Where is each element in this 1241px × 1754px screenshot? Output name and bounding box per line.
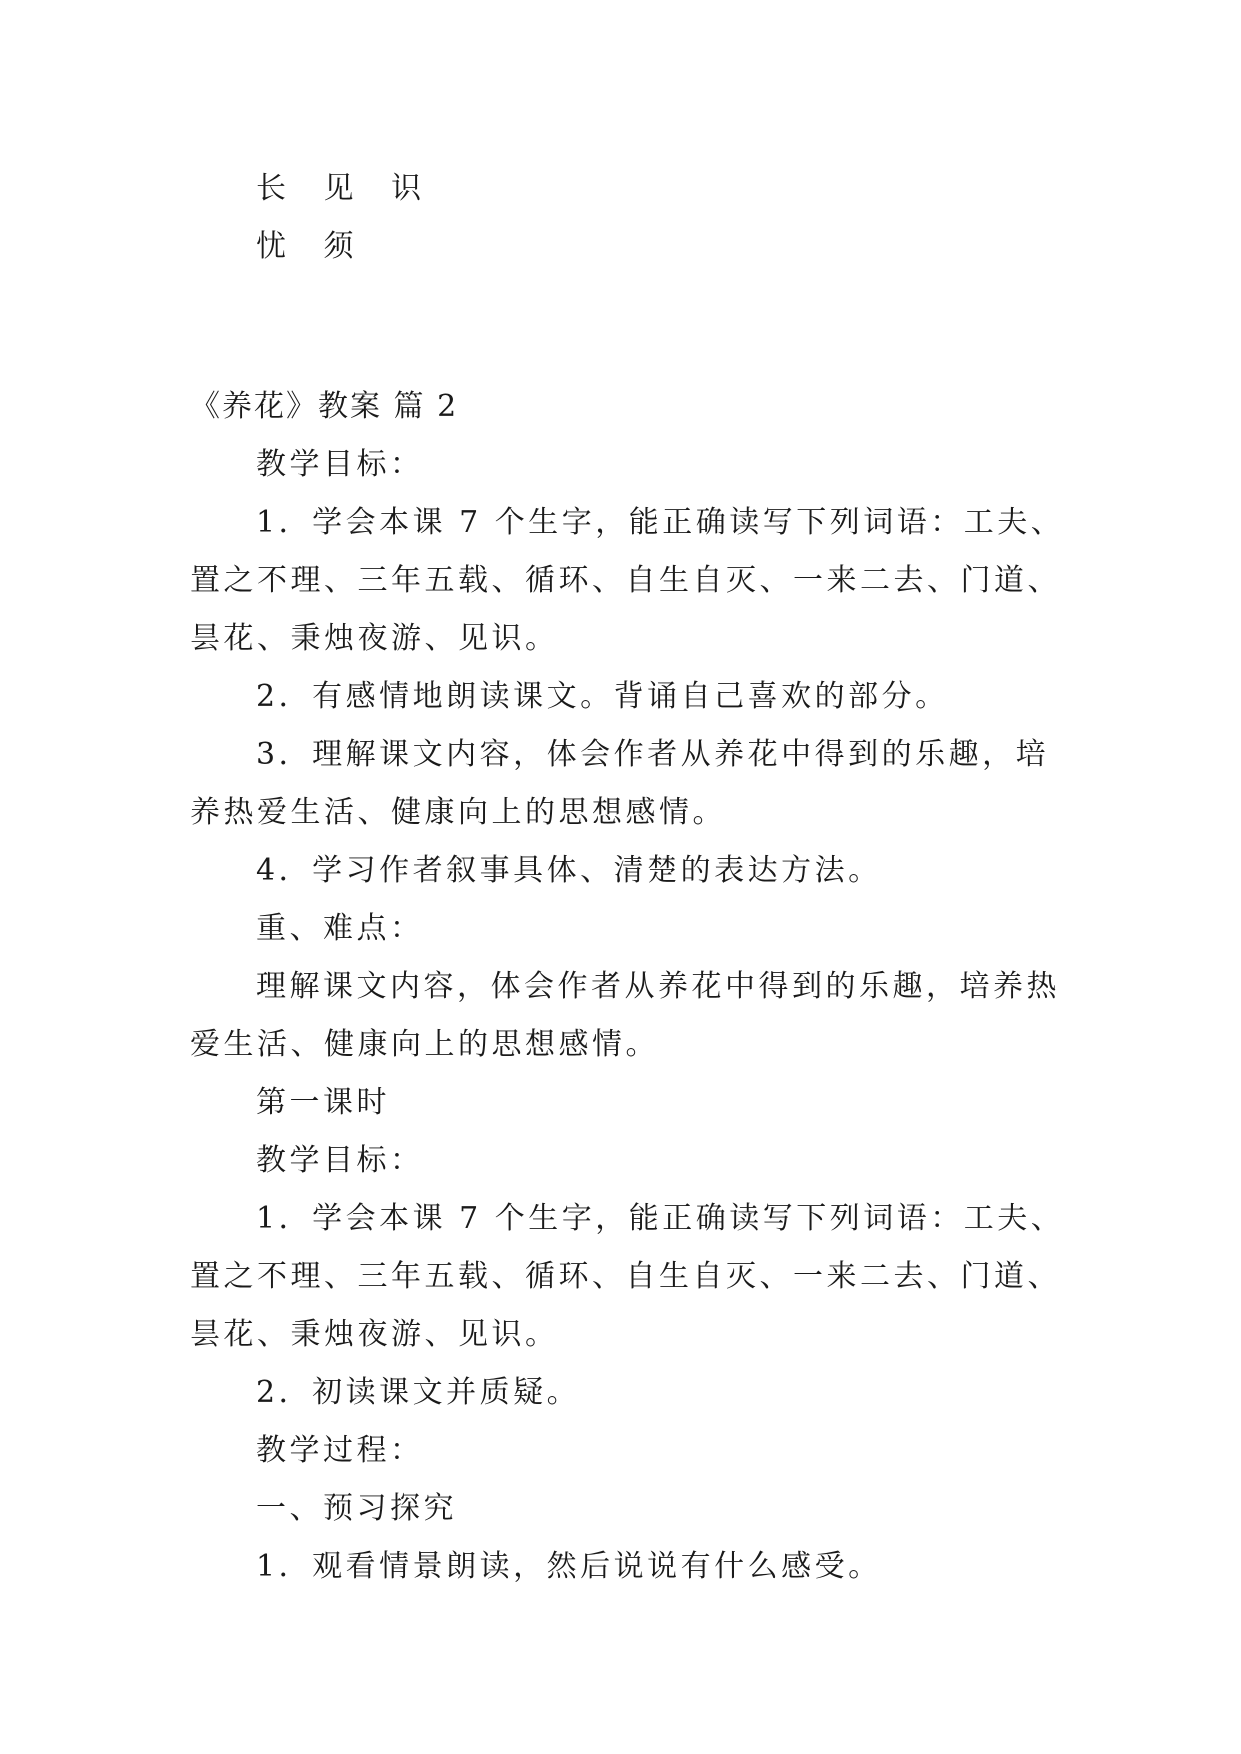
text-line: 第一课时 — [256, 1085, 390, 1120]
text-line: 重、难点： — [256, 911, 424, 946]
document-body — [190, 160, 1070, 1596]
text-line: 2．有感情地朗读课文。背诵自己喜欢的部分。 — [256, 679, 949, 714]
text-line: 教学过程： — [256, 1433, 424, 1468]
text-line: 1．学会本课 7 个生字，能正确读写下列词语：工夫、 — [256, 1201, 1065, 1236]
section-gap — [190, 276, 1070, 378]
vocab-line-2: 忧 须 — [256, 229, 368, 264]
text-line: 1．学会本课 7 个生字，能正确读写下列词语：工夫、 — [256, 505, 1065, 540]
text-line: 理解课文内容，体会作者从养花中得到的乐趣，培养热 — [256, 969, 1060, 1004]
text-line: 3．理解课文内容，体会作者从养花中得到的乐趣，培 — [256, 737, 1050, 772]
text-line: 4．学习作者叙事具体、清楚的表达方法。 — [256, 853, 882, 888]
text-line: 教学目标： — [256, 447, 424, 482]
text-line: 教学目标： — [256, 1143, 424, 1178]
text-line: 2．初读课文并质疑。 — [256, 1375, 581, 1410]
lesson-plan-lines — [190, 436, 1070, 1596]
section-title: 《养花》教案 篇 2 — [190, 389, 459, 424]
text-line: 昙花、秉烛夜游、见识。 — [190, 1317, 559, 1352]
text-line: 置之不理、三年五载、循环、自生自灭、一来二去、门道、 — [190, 563, 1061, 598]
text-line: 昙花、秉烛夜游、见识。 — [190, 621, 559, 656]
text-line: 爱生活、健康向上的思想感情。 — [190, 1027, 659, 1062]
text-line: 养热爱生活、健康向上的思想感情。 — [190, 795, 726, 830]
text-line: 1．观看情景朗读，然后说说有什么感受。 — [256, 1549, 882, 1584]
vocab-line-1: 长 见 识 — [256, 171, 436, 206]
text-line: 置之不理、三年五载、循环、自生自灭、一来二去、门道、 — [190, 1259, 1061, 1294]
text-line: 一、预习探究 — [256, 1491, 457, 1526]
